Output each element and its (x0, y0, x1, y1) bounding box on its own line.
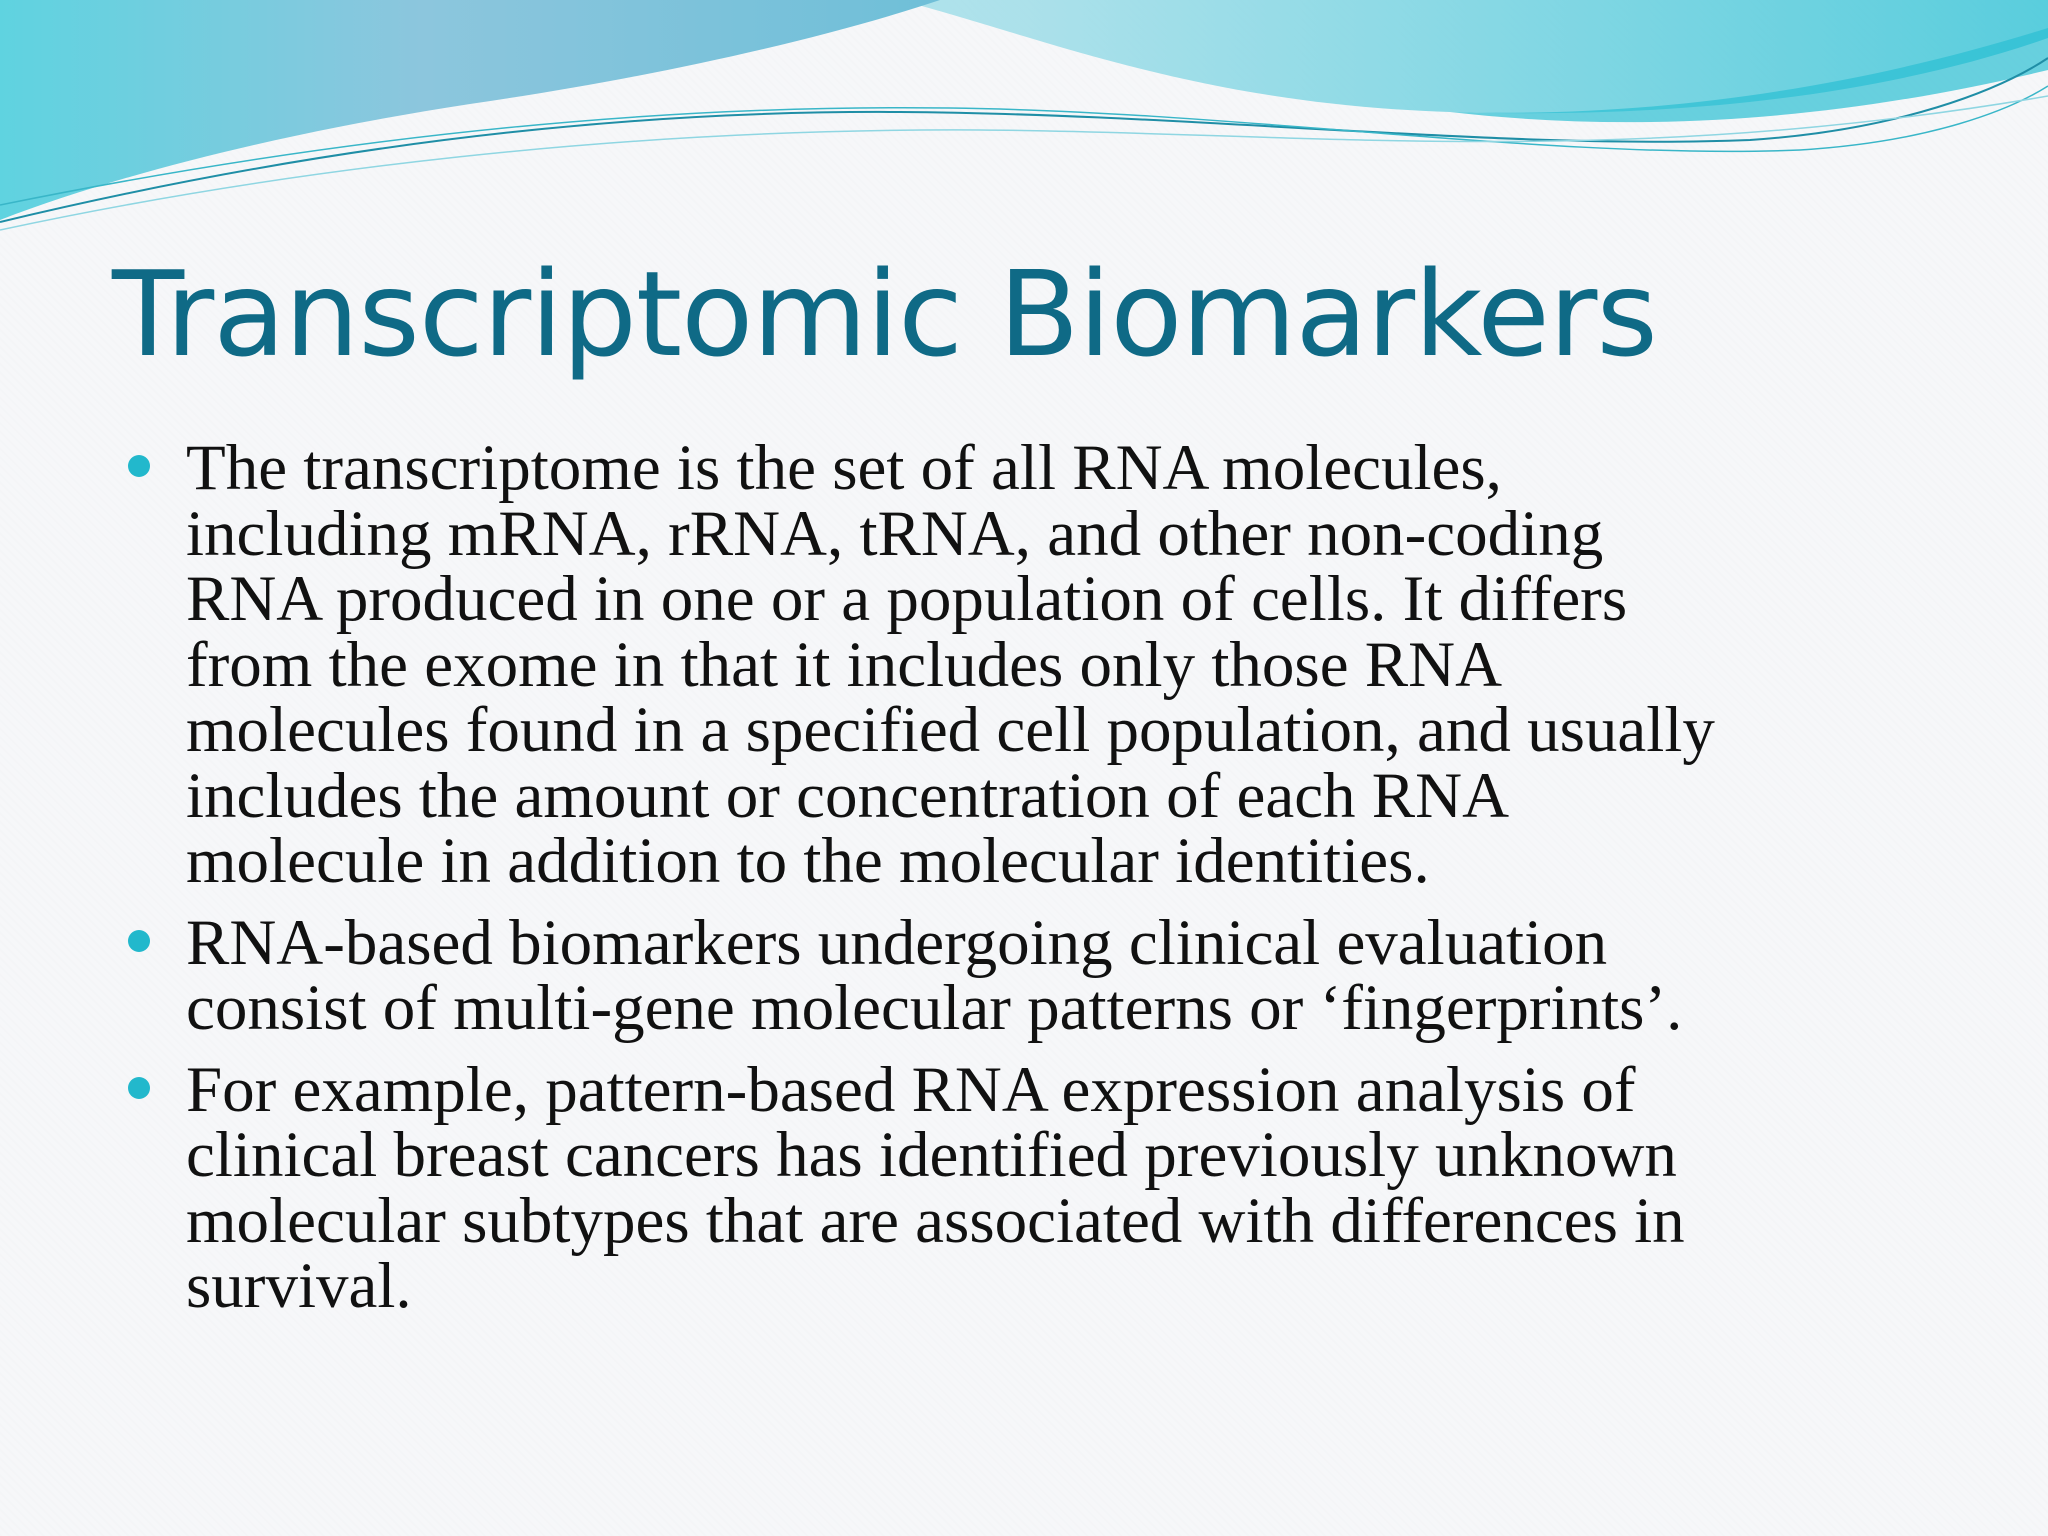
text-line: For example, pattern-based RNA expression analysis of (186, 1053, 1636, 1126)
text-line: consist of multi-gene molecular patterns or ‘fingerprints’. (186, 972, 1683, 1044)
text-line: from the exome in that it includes only those RNA (186, 628, 1503, 701)
text-line: molecular subtypes that are associated with differences in (186, 1184, 1685, 1257)
text-line: RNA produced in one or a population of cells. It differs (186, 563, 1628, 635)
text-line: RNA-based biomarkers undergoing clinical evaluation (186, 906, 1608, 979)
bullet-list (126, 432, 1996, 1336)
bullet-dot-icon (128, 1077, 150, 1099)
bullet-item-1 (126, 432, 1996, 897)
text-line: The transcriptome is the set of all RNA molecules, (186, 432, 1502, 504)
bullet-dot-icon (128, 455, 150, 477)
text-line: molecules found in a specified cell population, and usually (186, 694, 1715, 766)
bullet-text-2 (186, 906, 1996, 1044)
text-line: including mRNA, rRNA, tRNA, and other non-coding (186, 497, 1604, 570)
bullet-dot-icon (128, 930, 150, 952)
slide-title: Transcriptomic Biomarkers (112, 245, 1657, 383)
header-wave-decoration (0, 0, 2048, 240)
text-line: molecule in addition to the molecular identities. (186, 825, 1430, 897)
bullet-text-3 (186, 1053, 1996, 1322)
text-line: includes the amount or concentration of each RNA (186, 759, 1510, 832)
text-line: survival. (186, 1250, 412, 1322)
text-line: clinical breast cancers has identified previously unknown (186, 1119, 1677, 1191)
wave-main-band (0, 0, 940, 220)
bullet-text-1 (186, 432, 1996, 897)
bullet-item-2 (126, 906, 1996, 1044)
bullet-item-3 (126, 1053, 1996, 1322)
